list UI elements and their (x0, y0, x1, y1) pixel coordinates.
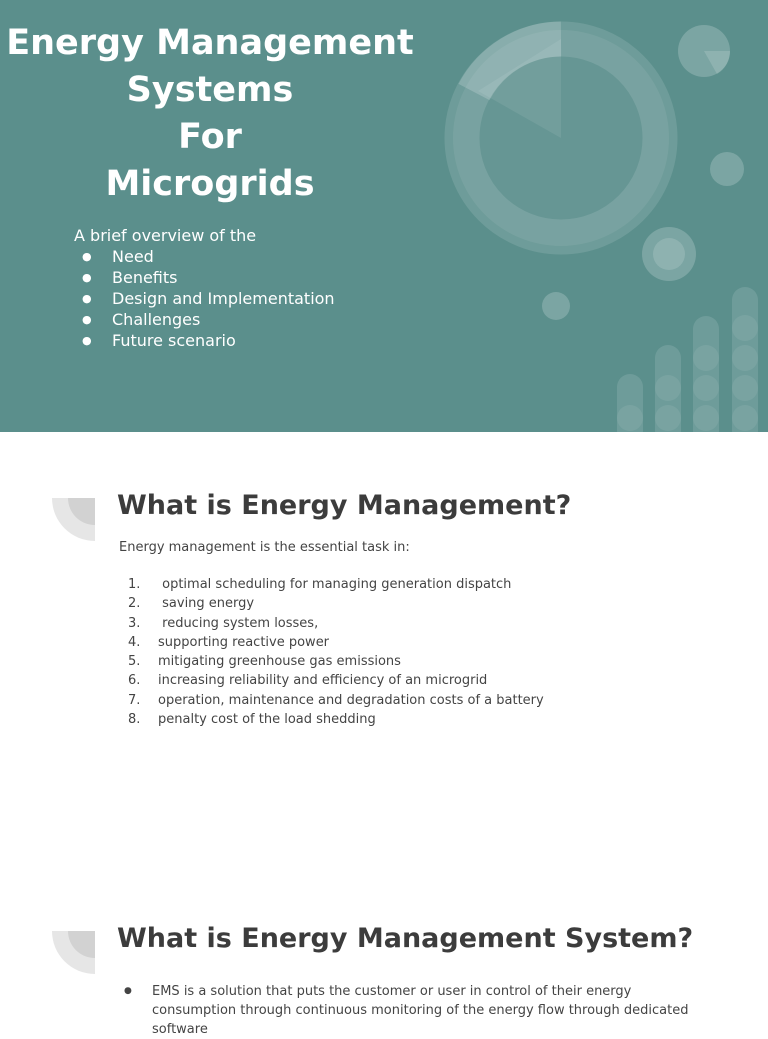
overview-block (74, 225, 335, 351)
item-text: optimal scheduling for managing generation dispatch (158, 577, 512, 592)
item-number: 6. (128, 673, 141, 689)
item-number: 4. (128, 634, 141, 650)
item-number: 1. (128, 577, 141, 592)
item-text: reducing system losses, (158, 615, 319, 631)
slide-title (0, 20, 420, 208)
overview-list (74, 246, 335, 351)
item-text: mitigating greenhouse gas emissions (158, 654, 401, 670)
list-item (128, 710, 544, 729)
title-line: Energy Management (6, 23, 414, 63)
energy-management-system-slide (0, 864, 768, 1037)
quarter-circle-icon (52, 498, 96, 542)
item-text: supporting reactive power (158, 634, 330, 650)
item-text: operation, maintenance and degradation costs of a battery (158, 692, 544, 708)
list-item: ● Benefits (74, 267, 335, 288)
item-text: increasing reliability and efficiency of an microgrid (158, 673, 488, 689)
list-item (128, 575, 544, 594)
ems-list (124, 982, 714, 1039)
list-item: ● EMS is a solution that puts the customer or user in control of their energy consumption through continuous monitoring of the energy flow through dedicated software (124, 982, 714, 1039)
list-item: ● Challenges (74, 309, 335, 330)
small-pie-icon (542, 292, 570, 320)
lead-text: Energy management is the essential task in: (119, 540, 410, 555)
title-line: For (178, 117, 242, 157)
slide-heading: What is Energy Management? (117, 490, 572, 521)
list-item (128, 594, 544, 613)
task-list (128, 575, 544, 729)
item-number: 7. (128, 692, 141, 708)
energy-management-slide (0, 432, 768, 864)
list-item: ● Future scenario (74, 330, 335, 351)
list-item (128, 691, 544, 710)
list-item: ● Design and Implementation (74, 288, 335, 309)
item-text: penalty cost of the load shedding (158, 712, 376, 728)
item-number: 5. (128, 654, 141, 670)
item-number: 3. (128, 615, 141, 631)
list-item: ● Need (74, 246, 335, 267)
slide-heading: What is Energy Management System? (117, 923, 694, 954)
item-text: saving energy (158, 596, 255, 612)
overview-intro: A brief overview of the (74, 226, 257, 245)
item-number: 8. (128, 712, 141, 728)
quarter-circle-icon (52, 931, 96, 975)
small-pie-icon (710, 152, 744, 186)
title-slide (0, 0, 768, 432)
title-line: Microgrids (105, 164, 315, 204)
list-item (128, 614, 544, 633)
list-item (128, 652, 544, 671)
item-number: 2. (128, 596, 141, 612)
list-item (128, 633, 544, 652)
list-item (128, 671, 544, 690)
title-line: Systems (126, 70, 294, 110)
